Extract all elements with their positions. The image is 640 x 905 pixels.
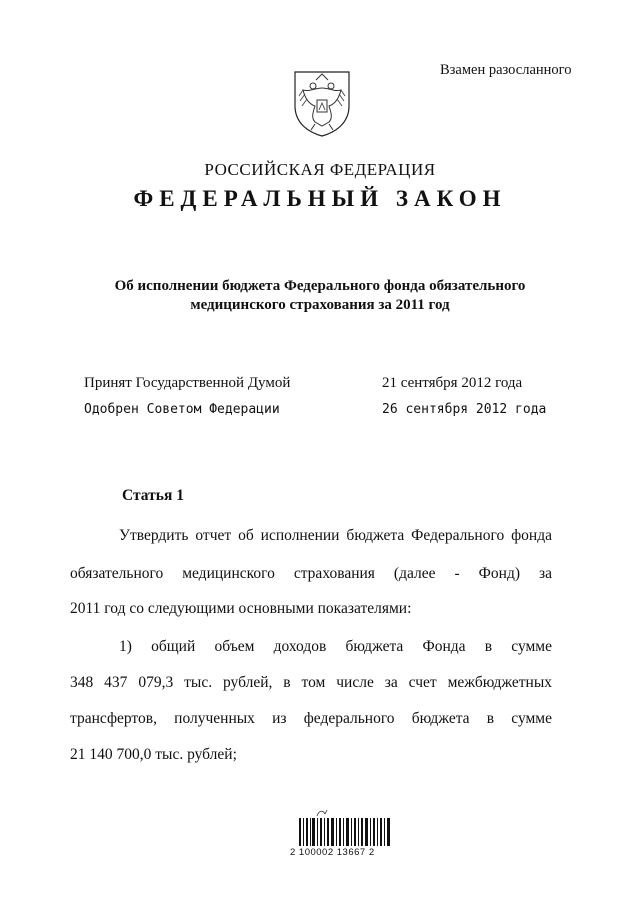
barcode-number: 2 100002 13667 2 [290, 847, 375, 858]
adoption-row-council [84, 402, 564, 424]
law-title-line: Об исполнении бюджета Федерального фонда обязательного [114, 278, 526, 294]
article-line: 21 140 700,0 тыс. рублей; [70, 746, 237, 763]
article-line: трансфертов, полученных из федерального бюджета в сумме [70, 710, 552, 727]
adoption-label: Одобрен Советом Федерации [84, 402, 280, 417]
article-line: 1) общий объем доходов бюджета Фонда в сумме [119, 638, 552, 655]
barcode [297, 808, 393, 848]
law-title [60, 277, 580, 315]
country-name: РОССИЙСКАЯ ФЕДЕРАЦИЯ [204, 160, 436, 179]
article-line: 2011 год со следующими основными показателями: [70, 600, 412, 617]
article-line: 348 437 079,3 тыс. рублей, в том числе за счет межбюджетных [70, 674, 552, 691]
article-heading: Статья 1 [122, 487, 184, 504]
replacement-notice: Взамен разосланного [440, 62, 572, 78]
adoption-label: Принят Государственной Думой [84, 375, 291, 391]
adoption-date: 21 сентября 2012 года [382, 375, 523, 391]
coat-of-arms-icon [289, 66, 355, 138]
adoption-date: 26 сентября 2012 года [382, 402, 547, 417]
adoption-row-duma [84, 375, 564, 397]
article-line: обязательного медицинского страхования (далее - Фонд) за [70, 565, 552, 582]
law-title-line: медицинского страхования за 2011 год [190, 297, 450, 313]
article-line: Утвердить отчет об исполнении бюджета Федерального фонда [119, 527, 552, 544]
document-type: ФЕДЕРАЛЬНЫЙ ЗАКОН [133, 186, 507, 211]
